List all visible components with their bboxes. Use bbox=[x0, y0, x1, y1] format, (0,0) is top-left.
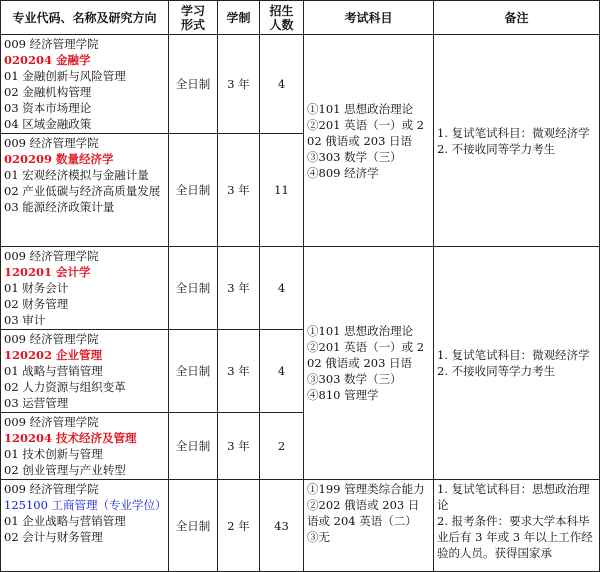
direction-item: 01 战略与营销管理 bbox=[4, 364, 103, 378]
remark-line: 1. 复试笔试科目：微观经济学 bbox=[437, 348, 590, 362]
header-quota: 招生 人数 bbox=[260, 1, 304, 35]
major-name: 125100 工商管理（专业学位） bbox=[4, 498, 167, 512]
exam-line: ③303 数学（三） bbox=[307, 149, 402, 164]
major-name: 120201 会计学 bbox=[4, 265, 91, 279]
direction-cell bbox=[1, 413, 169, 480]
mode-cell: 全日制 bbox=[169, 413, 218, 480]
remark-cell bbox=[434, 247, 600, 480]
direction-item: 02 财务管理 bbox=[4, 297, 69, 311]
direction-item: 01 财务会计 bbox=[4, 281, 69, 295]
school-name: 009 经济管理学院 bbox=[4, 37, 99, 51]
remark-line: 2. 不接收同等学力考生 bbox=[437, 141, 556, 156]
exam-cell bbox=[304, 480, 434, 572]
years-cell: 3 年 bbox=[218, 35, 260, 134]
years-cell: 3 年 bbox=[218, 330, 260, 413]
mode-cell: 全日制 bbox=[169, 480, 218, 572]
school-name: 009 经济管理学院 bbox=[4, 482, 99, 496]
remark-line: 2. 不接收同等学力考生 bbox=[437, 364, 556, 378]
years-cell: 3 年 bbox=[218, 247, 260, 330]
direction-item: 01 金融创新与风险管理 bbox=[4, 69, 126, 83]
quota-cell: 4 bbox=[260, 247, 304, 330]
exam-line: ①199 管理类综合能力 bbox=[307, 482, 425, 496]
direction-item: 02 人力资源与组织变革 bbox=[4, 380, 126, 394]
remark-line: 1. 复试笔试科目：思想政治理论 bbox=[437, 482, 590, 512]
table-row bbox=[1, 35, 600, 134]
years-cell: 3 年 bbox=[218, 134, 260, 247]
header-row bbox=[1, 1, 600, 35]
remark-line: 1. 复试笔试科目：微观经济学 bbox=[437, 125, 590, 140]
school-name: 009 经济管理学院 bbox=[4, 332, 99, 346]
remark-cell bbox=[434, 35, 600, 247]
exam-cell bbox=[304, 35, 434, 247]
direction-cell bbox=[1, 480, 169, 572]
header-mode: 学习 形式 bbox=[169, 1, 218, 35]
remark-cell bbox=[434, 480, 600, 572]
header-direction: 专业代码、名称及研究方向 bbox=[1, 1, 169, 35]
quota-cell: 2 bbox=[260, 413, 304, 480]
header-remarks: 备注 bbox=[434, 1, 600, 35]
quota-cell: 4 bbox=[260, 330, 304, 413]
exam-line: ②202 俄语或 203 日语或 204 英语（二） bbox=[307, 498, 420, 528]
school-name: 009 经济管理学院 bbox=[4, 249, 99, 263]
direction-item: 01 技术创新与管理 bbox=[4, 447, 103, 461]
header-exams: 考试科目 bbox=[304, 1, 434, 35]
direction-item: 02 创业管理与产业转型 bbox=[4, 463, 126, 477]
exam-line: ④810 管理学 bbox=[307, 388, 379, 402]
exam-line: ④809 经济学 bbox=[307, 165, 379, 180]
direction-cell bbox=[1, 35, 169, 134]
exam-line: ③303 数学（三） bbox=[307, 372, 402, 386]
direction-item: 02 金融机构管理 bbox=[4, 85, 92, 99]
exam-line: ③无 bbox=[307, 530, 330, 544]
direction-cell bbox=[1, 134, 169, 247]
mode-cell: 全日制 bbox=[169, 330, 218, 413]
years-cell: 2 年 bbox=[218, 480, 260, 572]
remark-line: 2. 报考条件：要求大学本科毕业后有 3 年或 3 年以上工作经验的人员。获得国家承 bbox=[437, 514, 593, 560]
mode-cell: 全日制 bbox=[169, 35, 218, 134]
quota-cell: 11 bbox=[260, 134, 304, 247]
exam-cell bbox=[304, 247, 434, 480]
table-row bbox=[1, 247, 600, 330]
direction-item: 02 会计与财务管理 bbox=[4, 530, 103, 544]
direction-item: 04 区域金融政策 bbox=[4, 117, 92, 131]
direction-item: 03 运营管理 bbox=[4, 396, 69, 410]
direction-item: 03 能源经济政策计量 bbox=[4, 200, 115, 214]
major-name: 020204 金融学 bbox=[4, 53, 91, 67]
major-name: 120204 技术经济及管理 bbox=[4, 431, 137, 445]
exam-line: ①101 思想政治理论 bbox=[307, 324, 414, 338]
direction-item: 01 企业战略与营销管理 bbox=[4, 514, 126, 528]
quota-cell: 43 bbox=[260, 480, 304, 572]
direction-cell bbox=[1, 247, 169, 330]
school-name: 009 经济管理学院 bbox=[4, 415, 99, 429]
direction-item: 03 审计 bbox=[4, 313, 46, 327]
exam-line: ①101 思想政治理论 bbox=[307, 101, 414, 116]
header-years: 学制 bbox=[218, 1, 260, 35]
major-name: 120202 企业管理 bbox=[4, 348, 103, 362]
direction-item: 03 资本市场理论 bbox=[4, 101, 92, 115]
exam-line: ②201 英语（一）或 202 俄语或 203 日语 bbox=[307, 340, 425, 370]
direction-item: 01 宏观经济模拟与金融计量 bbox=[4, 168, 149, 182]
major-name: 020209 数量经济学 bbox=[4, 152, 114, 166]
mode-cell: 全日制 bbox=[169, 247, 218, 330]
direction-item: 02 产业低碳与经济高质量发展 bbox=[4, 184, 161, 198]
exam-line: ②201 英语（一）或 202 俄语或 203 日语 bbox=[307, 117, 425, 148]
years-cell: 3 年 bbox=[218, 413, 260, 480]
school-name: 009 经济管理学院 bbox=[4, 136, 99, 150]
quota-cell: 4 bbox=[260, 35, 304, 134]
table-row bbox=[1, 480, 600, 572]
mode-cell: 全日制 bbox=[169, 134, 218, 247]
direction-cell bbox=[1, 330, 169, 413]
